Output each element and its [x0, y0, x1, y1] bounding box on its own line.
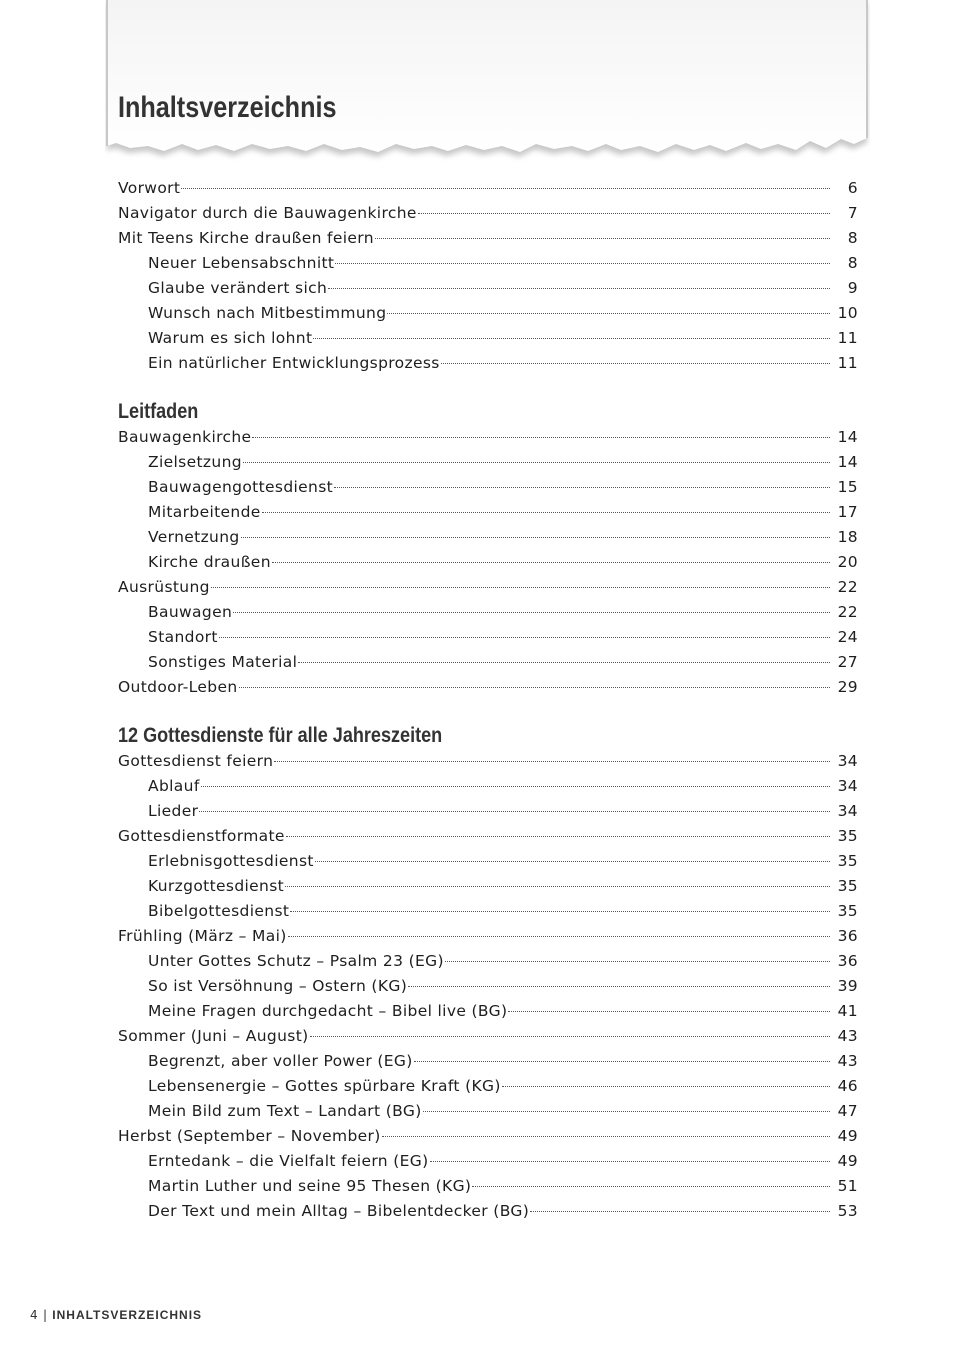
toc-entry[interactable]	[118, 675, 858, 700]
toc-subentry[interactable]	[118, 899, 858, 924]
entry-page-number: 34	[837, 777, 858, 795]
entry-label: Navigator durch die Bauwagenkirche	[118, 204, 417, 222]
toc-subentry[interactable]	[118, 301, 858, 326]
toc-subentry[interactable]	[118, 475, 858, 500]
section-heading: Leitfaden	[118, 400, 199, 423]
entry-label: Warum es sich lohnt	[148, 329, 313, 347]
entry-page-number: 27	[837, 653, 858, 671]
toc-subentry[interactable]	[118, 276, 858, 301]
entry-page-number: 35	[837, 852, 858, 870]
entry-page-number: 36	[837, 952, 858, 970]
entry-label: Zielsetzung	[148, 453, 242, 471]
entry-page-number: 24	[837, 628, 858, 646]
toc-subentry[interactable]	[118, 874, 858, 899]
entry-page-number: 35	[837, 827, 858, 845]
dot-leader	[335, 262, 830, 264]
toc-subentry[interactable]	[118, 550, 858, 575]
toc-entry[interactable]	[118, 575, 858, 600]
toc-subentry[interactable]	[118, 450, 858, 475]
entry-page-number: 9	[847, 279, 858, 297]
entry-label: Gottesdienst feiern	[118, 752, 274, 770]
entry-label: Unter Gottes Schutz – Psalm 23 (EG)	[148, 952, 444, 970]
section-heading: 12 Gottesdienste für alle Jahreszeiten	[118, 724, 443, 747]
dot-leader	[298, 661, 830, 663]
entry-page-number: 10	[837, 304, 858, 322]
entry-page-number: 49	[837, 1127, 858, 1145]
entry-page-number: 14	[837, 453, 858, 471]
page-footer	[30, 1307, 202, 1323]
toc-subentry[interactable]	[118, 525, 858, 550]
entry-page-number: 18	[837, 528, 858, 546]
dot-leader	[414, 1060, 830, 1062]
toc-subentry[interactable]	[118, 1074, 858, 1099]
entry-label: Begrenzt, aber voller Power (EG)	[148, 1052, 413, 1070]
toc-subentry[interactable]	[118, 1199, 858, 1224]
entry-page-number: 43	[837, 1027, 858, 1045]
entry-page-number: 41	[837, 1002, 858, 1020]
entry-label: Glaube verändert sich	[148, 279, 328, 297]
toc-subentry[interactable]	[118, 351, 858, 376]
dot-leader	[328, 287, 830, 289]
toc-subentry[interactable]	[118, 1099, 858, 1124]
entry-page-number: 8	[847, 229, 858, 247]
entry-label: Lebensenergie – Gottes spürbare Kraft (KG)	[148, 1077, 501, 1095]
toc-subentry[interactable]	[118, 974, 858, 999]
entry-page-number: 51	[837, 1177, 858, 1195]
dot-leader	[441, 362, 830, 364]
entry-label: Herbst (September – November)	[118, 1127, 381, 1145]
entry-label: Kirche draußen	[148, 553, 271, 571]
entry-page-number: 34	[837, 752, 858, 770]
dot-leader	[199, 810, 830, 812]
toc-subentry[interactable]	[118, 774, 858, 799]
entry-page-number: 14	[837, 428, 858, 446]
dot-leader	[387, 312, 830, 314]
entry-label: Gottesdienstformate	[118, 827, 285, 845]
dot-leader	[286, 835, 830, 837]
dot-leader	[288, 935, 830, 937]
entry-label: Ein natürlicher Entwicklungsprozess	[148, 354, 440, 372]
toc-subentry[interactable]	[118, 1174, 858, 1199]
entry-page-number: 47	[837, 1102, 858, 1120]
entry-label: Kurzgottesdienst	[148, 877, 285, 895]
entry-page-number: 39	[837, 977, 858, 995]
entry-page-number: 7	[847, 204, 858, 222]
toc-entry[interactable]	[118, 749, 858, 774]
toc-section	[118, 723, 858, 1224]
entry-page-number: 49	[837, 1152, 858, 1170]
dot-leader	[508, 1010, 830, 1012]
footer-separator: |	[42, 1308, 48, 1322]
entry-page-number: 6	[847, 179, 858, 197]
dot-leader	[334, 486, 830, 488]
torn-paper-banner	[105, 0, 870, 165]
toc-entry[interactable]	[118, 425, 858, 450]
toc-entry[interactable]	[118, 1124, 858, 1149]
entry-page-number: 46	[837, 1077, 858, 1095]
entry-page-number: 35	[837, 877, 858, 895]
dot-leader	[272, 561, 830, 563]
dot-leader	[285, 885, 830, 887]
toc-subentry[interactable]	[118, 650, 858, 675]
dot-leader	[310, 1035, 830, 1037]
toc-section	[118, 399, 858, 700]
entry-label: Erntedank – die Vielfalt feiern (EG)	[148, 1152, 429, 1170]
dot-leader	[472, 1185, 830, 1187]
entry-page-number: 17	[837, 503, 858, 521]
toc-entry[interactable]	[118, 1024, 858, 1049]
entry-page-number: 22	[837, 603, 858, 621]
entry-page-number: 11	[837, 329, 858, 347]
entry-page-number: 29	[837, 678, 858, 696]
dot-leader	[274, 760, 830, 762]
dot-leader	[181, 187, 830, 189]
entry-label: Mitarbeitende	[148, 503, 261, 521]
toc-subentry[interactable]	[118, 949, 858, 974]
dot-leader	[211, 586, 830, 588]
toc-subentry[interactable]	[118, 999, 858, 1024]
entry-label: Ablauf	[148, 777, 200, 795]
toc-entry[interactable]	[118, 226, 858, 251]
entry-page-number: 11	[837, 354, 858, 372]
torn-paper-graphic	[105, 0, 870, 165]
entry-label: Vernetzung	[148, 528, 240, 546]
entry-page-number: 35	[837, 902, 858, 920]
entry-label: Der Text und mein Alltag – Bibelentdecker (BG)	[148, 1202, 530, 1220]
entry-page-number: 8	[847, 254, 858, 272]
entry-label: Frühling (März – Mai)	[118, 927, 287, 945]
toc-section	[118, 176, 858, 376]
entry-label: Ausrüstung	[118, 578, 210, 596]
page-number: 4	[30, 1308, 38, 1322]
dot-leader	[313, 337, 830, 339]
dot-leader	[239, 686, 830, 688]
dot-leader	[243, 461, 830, 463]
dot-leader	[241, 536, 830, 538]
entry-label: Vorwort	[118, 179, 181, 197]
toc-entry[interactable]	[118, 176, 858, 201]
entry-label: Lieder	[148, 802, 199, 820]
dot-leader	[430, 1160, 830, 1162]
toc-entry[interactable]	[118, 201, 858, 226]
entry-page-number: 53	[837, 1202, 858, 1220]
dot-leader	[423, 1110, 830, 1112]
entry-label: Sonstiges Material	[148, 653, 298, 671]
entry-label: So ist Versöhnung – Ostern (KG)	[148, 977, 408, 995]
entry-label: Neuer Lebensabschnitt	[148, 254, 335, 272]
dot-leader	[233, 611, 830, 613]
entry-label: Mit Teens Kirche draußen feiern	[118, 229, 374, 247]
toc-subentry[interactable]	[118, 1149, 858, 1174]
entry-label: Bauwagen	[148, 603, 233, 621]
dot-leader	[502, 1085, 830, 1087]
dot-leader	[252, 436, 830, 438]
entry-label: Erlebnisgottesdienst	[148, 852, 314, 870]
dot-leader	[262, 511, 830, 513]
toc-subentry[interactable]	[118, 1049, 858, 1074]
table-of-contents	[118, 176, 858, 1224]
running-title: INHALTSVERZEICHNIS	[52, 1308, 203, 1322]
dot-leader	[219, 636, 830, 638]
toc-entry[interactable]	[118, 924, 858, 949]
page-title: Inhaltsverzeichnis	[118, 91, 337, 124]
entry-label: Outdoor-Leben	[118, 678, 238, 696]
toc-subentry[interactable]	[118, 500, 858, 525]
toc-subentry[interactable]	[118, 326, 858, 351]
dot-leader	[201, 785, 830, 787]
entry-label: Bibelgottesdienst	[148, 902, 290, 920]
entry-label: Meine Fragen durchgedacht – Bibel live (BG)	[148, 1002, 508, 1020]
toc-subentry[interactable]	[118, 600, 858, 625]
dot-leader	[382, 1135, 830, 1137]
dot-leader	[418, 212, 830, 214]
entry-page-number: 20	[837, 553, 858, 571]
dot-leader	[530, 1210, 830, 1212]
dot-leader	[445, 960, 830, 962]
entry-label: Bauwagengottesdienst	[148, 478, 334, 496]
entry-page-number: 15	[837, 478, 858, 496]
entry-label: Wunsch nach Mitbestimmung	[148, 304, 387, 322]
toc-subentry[interactable]	[118, 849, 858, 874]
toc-subentry[interactable]	[118, 625, 858, 650]
entry-label: Mein Bild zum Text – Landart (BG)	[148, 1102, 422, 1120]
entry-page-number: 36	[837, 927, 858, 945]
toc-subentry[interactable]	[118, 799, 858, 824]
entry-page-number: 43	[837, 1052, 858, 1070]
toc-entry[interactable]	[118, 824, 858, 849]
entry-label: Sommer (Juni – August)	[118, 1027, 309, 1045]
dot-leader	[315, 860, 830, 862]
toc-subentry[interactable]	[118, 251, 858, 276]
dot-leader	[375, 237, 830, 239]
entry-page-number: 22	[837, 578, 858, 596]
entry-label: Bauwagenkirche	[118, 428, 252, 446]
entry-label: Martin Luther und seine 95 Thesen (KG)	[148, 1177, 472, 1195]
entry-label: Standort	[148, 628, 218, 646]
dot-leader	[290, 910, 830, 912]
dot-leader	[408, 985, 830, 987]
entry-page-number: 34	[837, 802, 858, 820]
